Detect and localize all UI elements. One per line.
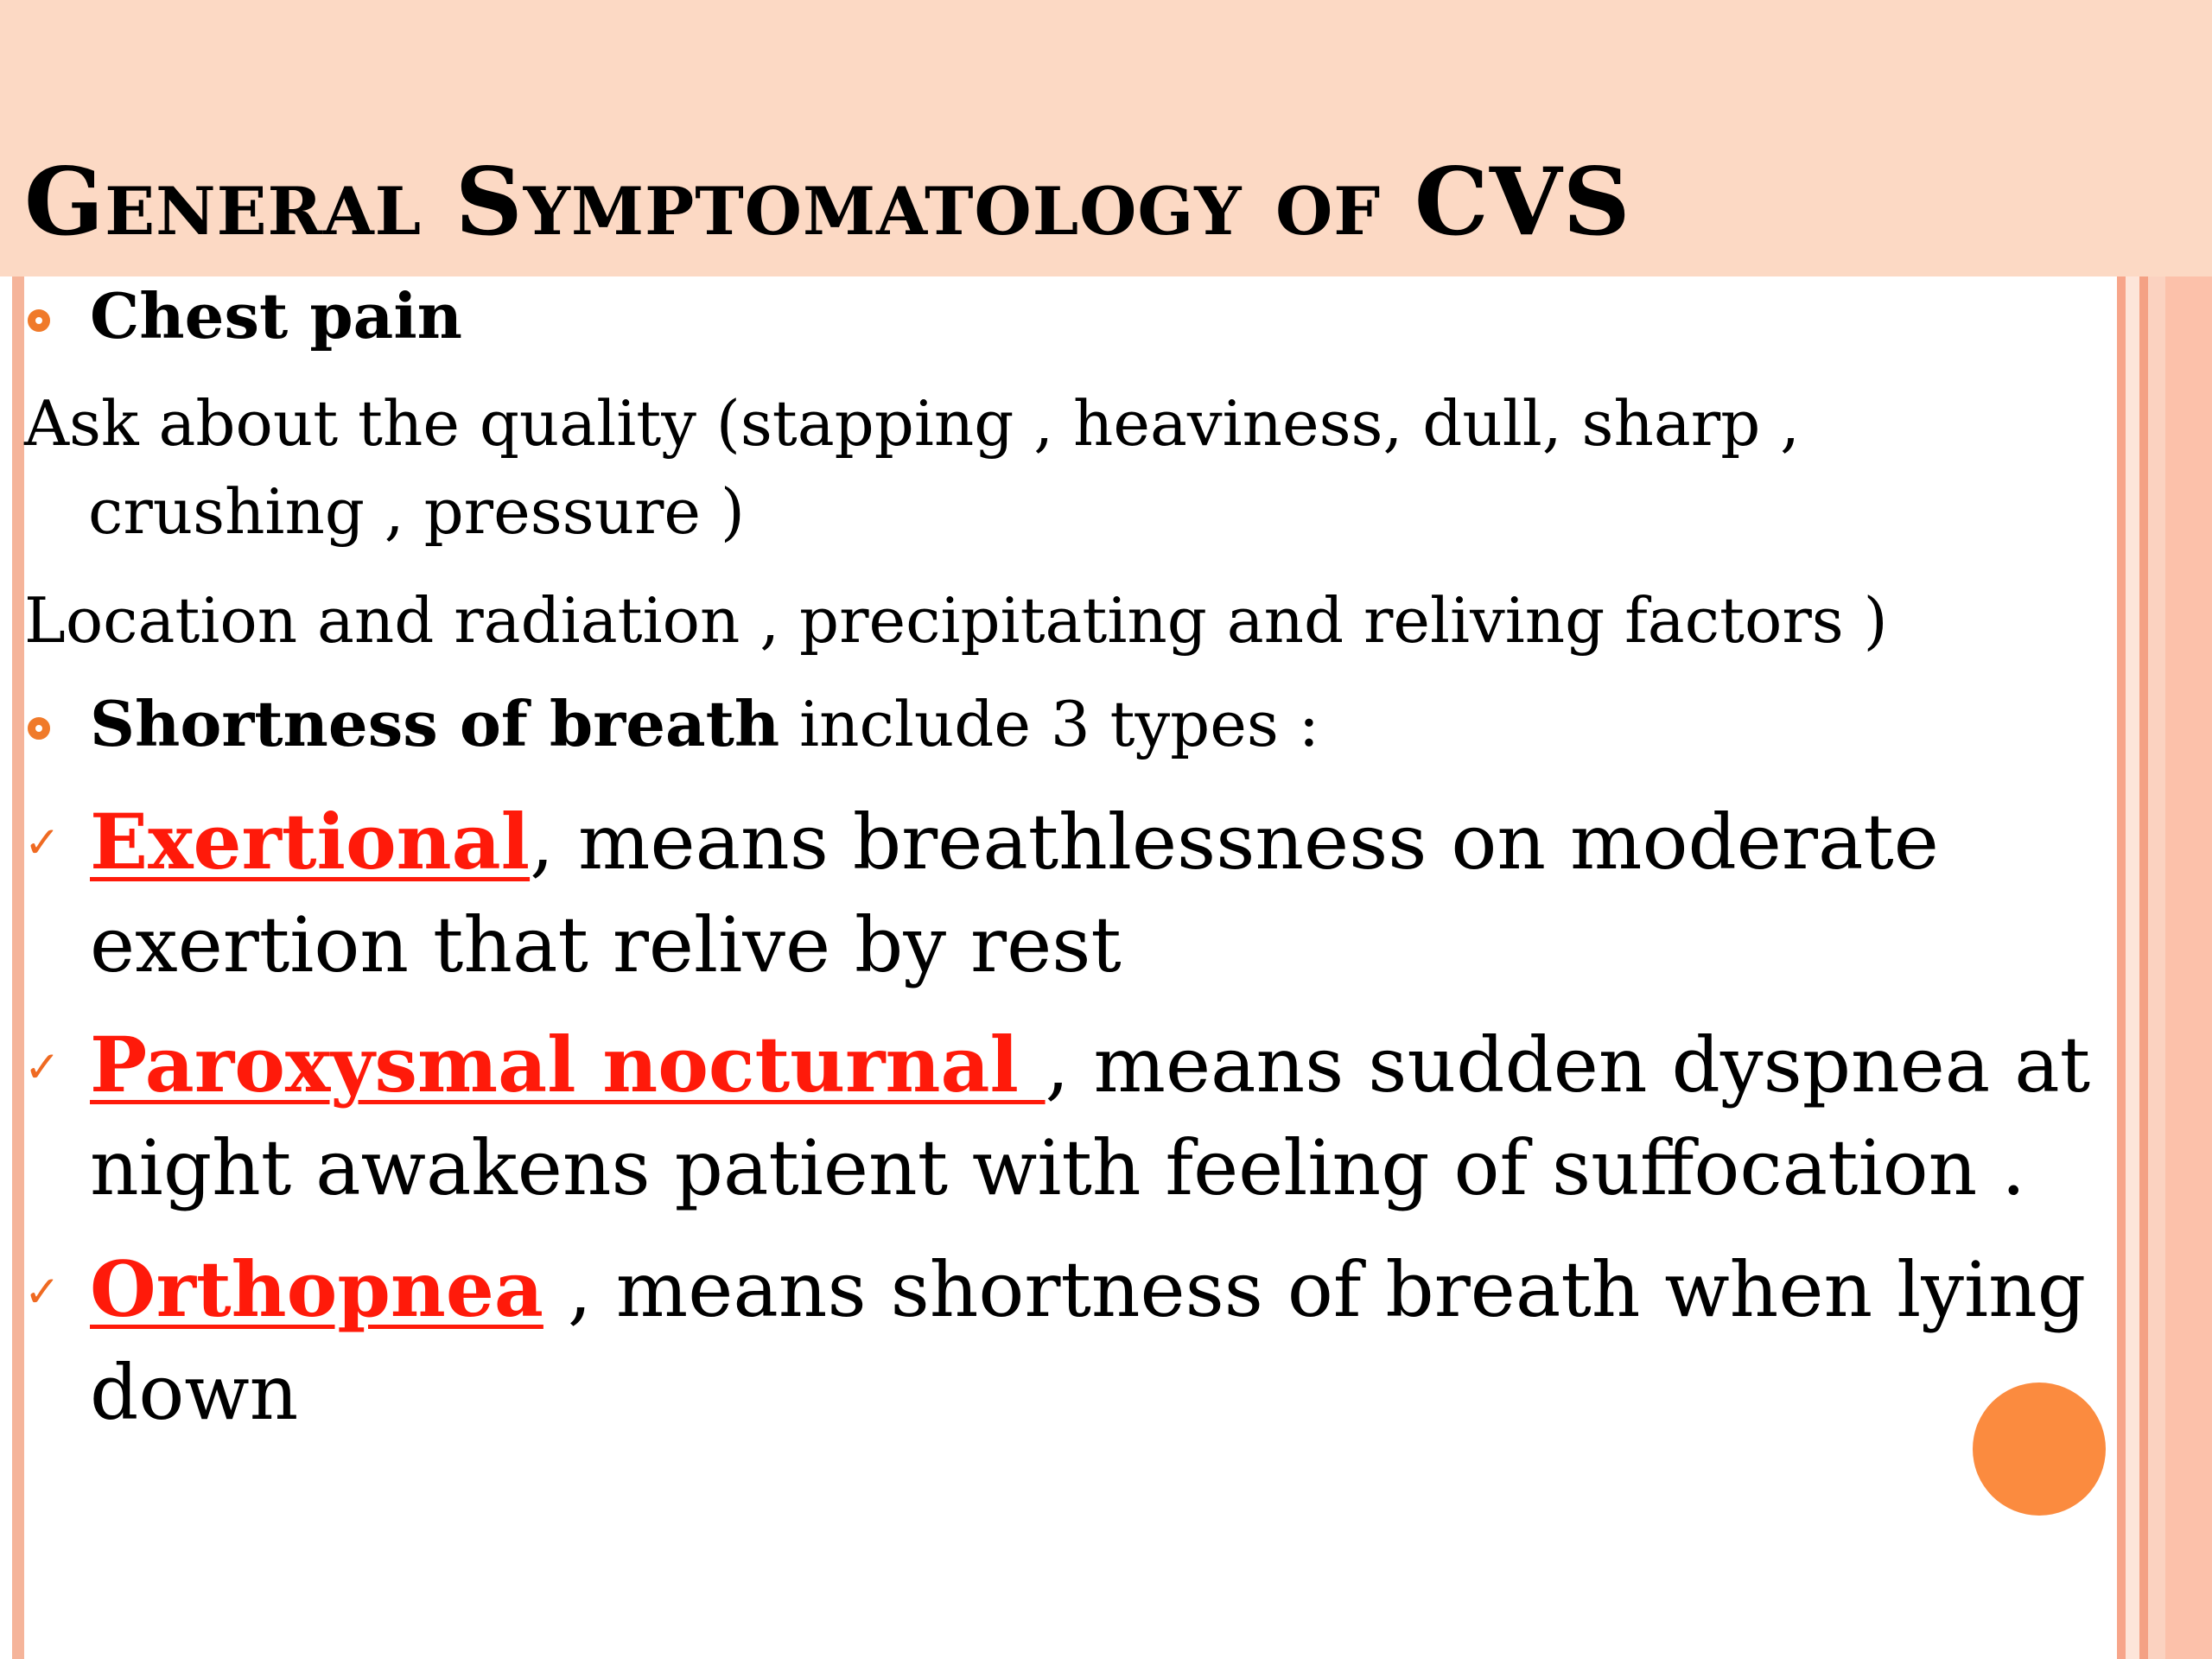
exertional-term: Exertional	[90, 797, 531, 887]
slide-title: General Symptomatology of CVS	[24, 148, 1631, 257]
right-border-stripe	[2117, 276, 2126, 1659]
pnd-line2: night awakens patient with feeling of suffocation .	[90, 1123, 2026, 1212]
right-border-stripe	[2139, 276, 2148, 1659]
ring-bullet-icon	[28, 717, 50, 740]
pnd-desc: , means sudden dyspnea at	[1045, 1020, 2091, 1109]
sob-line	[90, 687, 1319, 760]
pnd-term: Paroxysmal nocturnal	[90, 1020, 1046, 1109]
exertional-line1	[90, 797, 1939, 887]
right-border-stripe	[2165, 276, 2212, 1659]
sob-heading: Shortness of breath	[90, 687, 780, 760]
chest-location-line: Location and radiation , precipitating and reliving factors )	[24, 584, 1888, 657]
pnd-line1	[90, 1020, 2091, 1109]
left-border-stripe	[12, 276, 24, 1659]
decorative-circle	[1973, 1382, 2106, 1516]
orthopnea-term: Orthopnea	[90, 1244, 543, 1334]
ring-bullet-icon	[28, 309, 50, 332]
chest-quality-line1: Ask about the quality (stapping , heaviness, dull, sharp ,	[24, 387, 1801, 460]
orthopnea-line1	[90, 1244, 2087, 1334]
chest-quality-line2: crushing , pressure )	[88, 475, 745, 548]
right-border-stripe	[2148, 276, 2165, 1659]
sob-tail: include 3 types :	[779, 688, 1319, 760]
chest-pain-heading: Chest pain	[90, 279, 463, 353]
right-border-stripe	[2126, 276, 2139, 1659]
exertional-line2: exertion that relive by rest	[90, 900, 1122, 989]
exertional-desc: , means breathlessness on moderate	[530, 798, 1939, 887]
orthopnea-line2: down	[90, 1348, 299, 1437]
checkmark-icon: ✓	[24, 817, 60, 868]
checkmark-icon: ✓	[24, 1042, 60, 1092]
orthopnea-desc: , means shortness of breath when lying	[543, 1245, 2087, 1334]
checkmark-icon: ✓	[24, 1267, 60, 1317]
